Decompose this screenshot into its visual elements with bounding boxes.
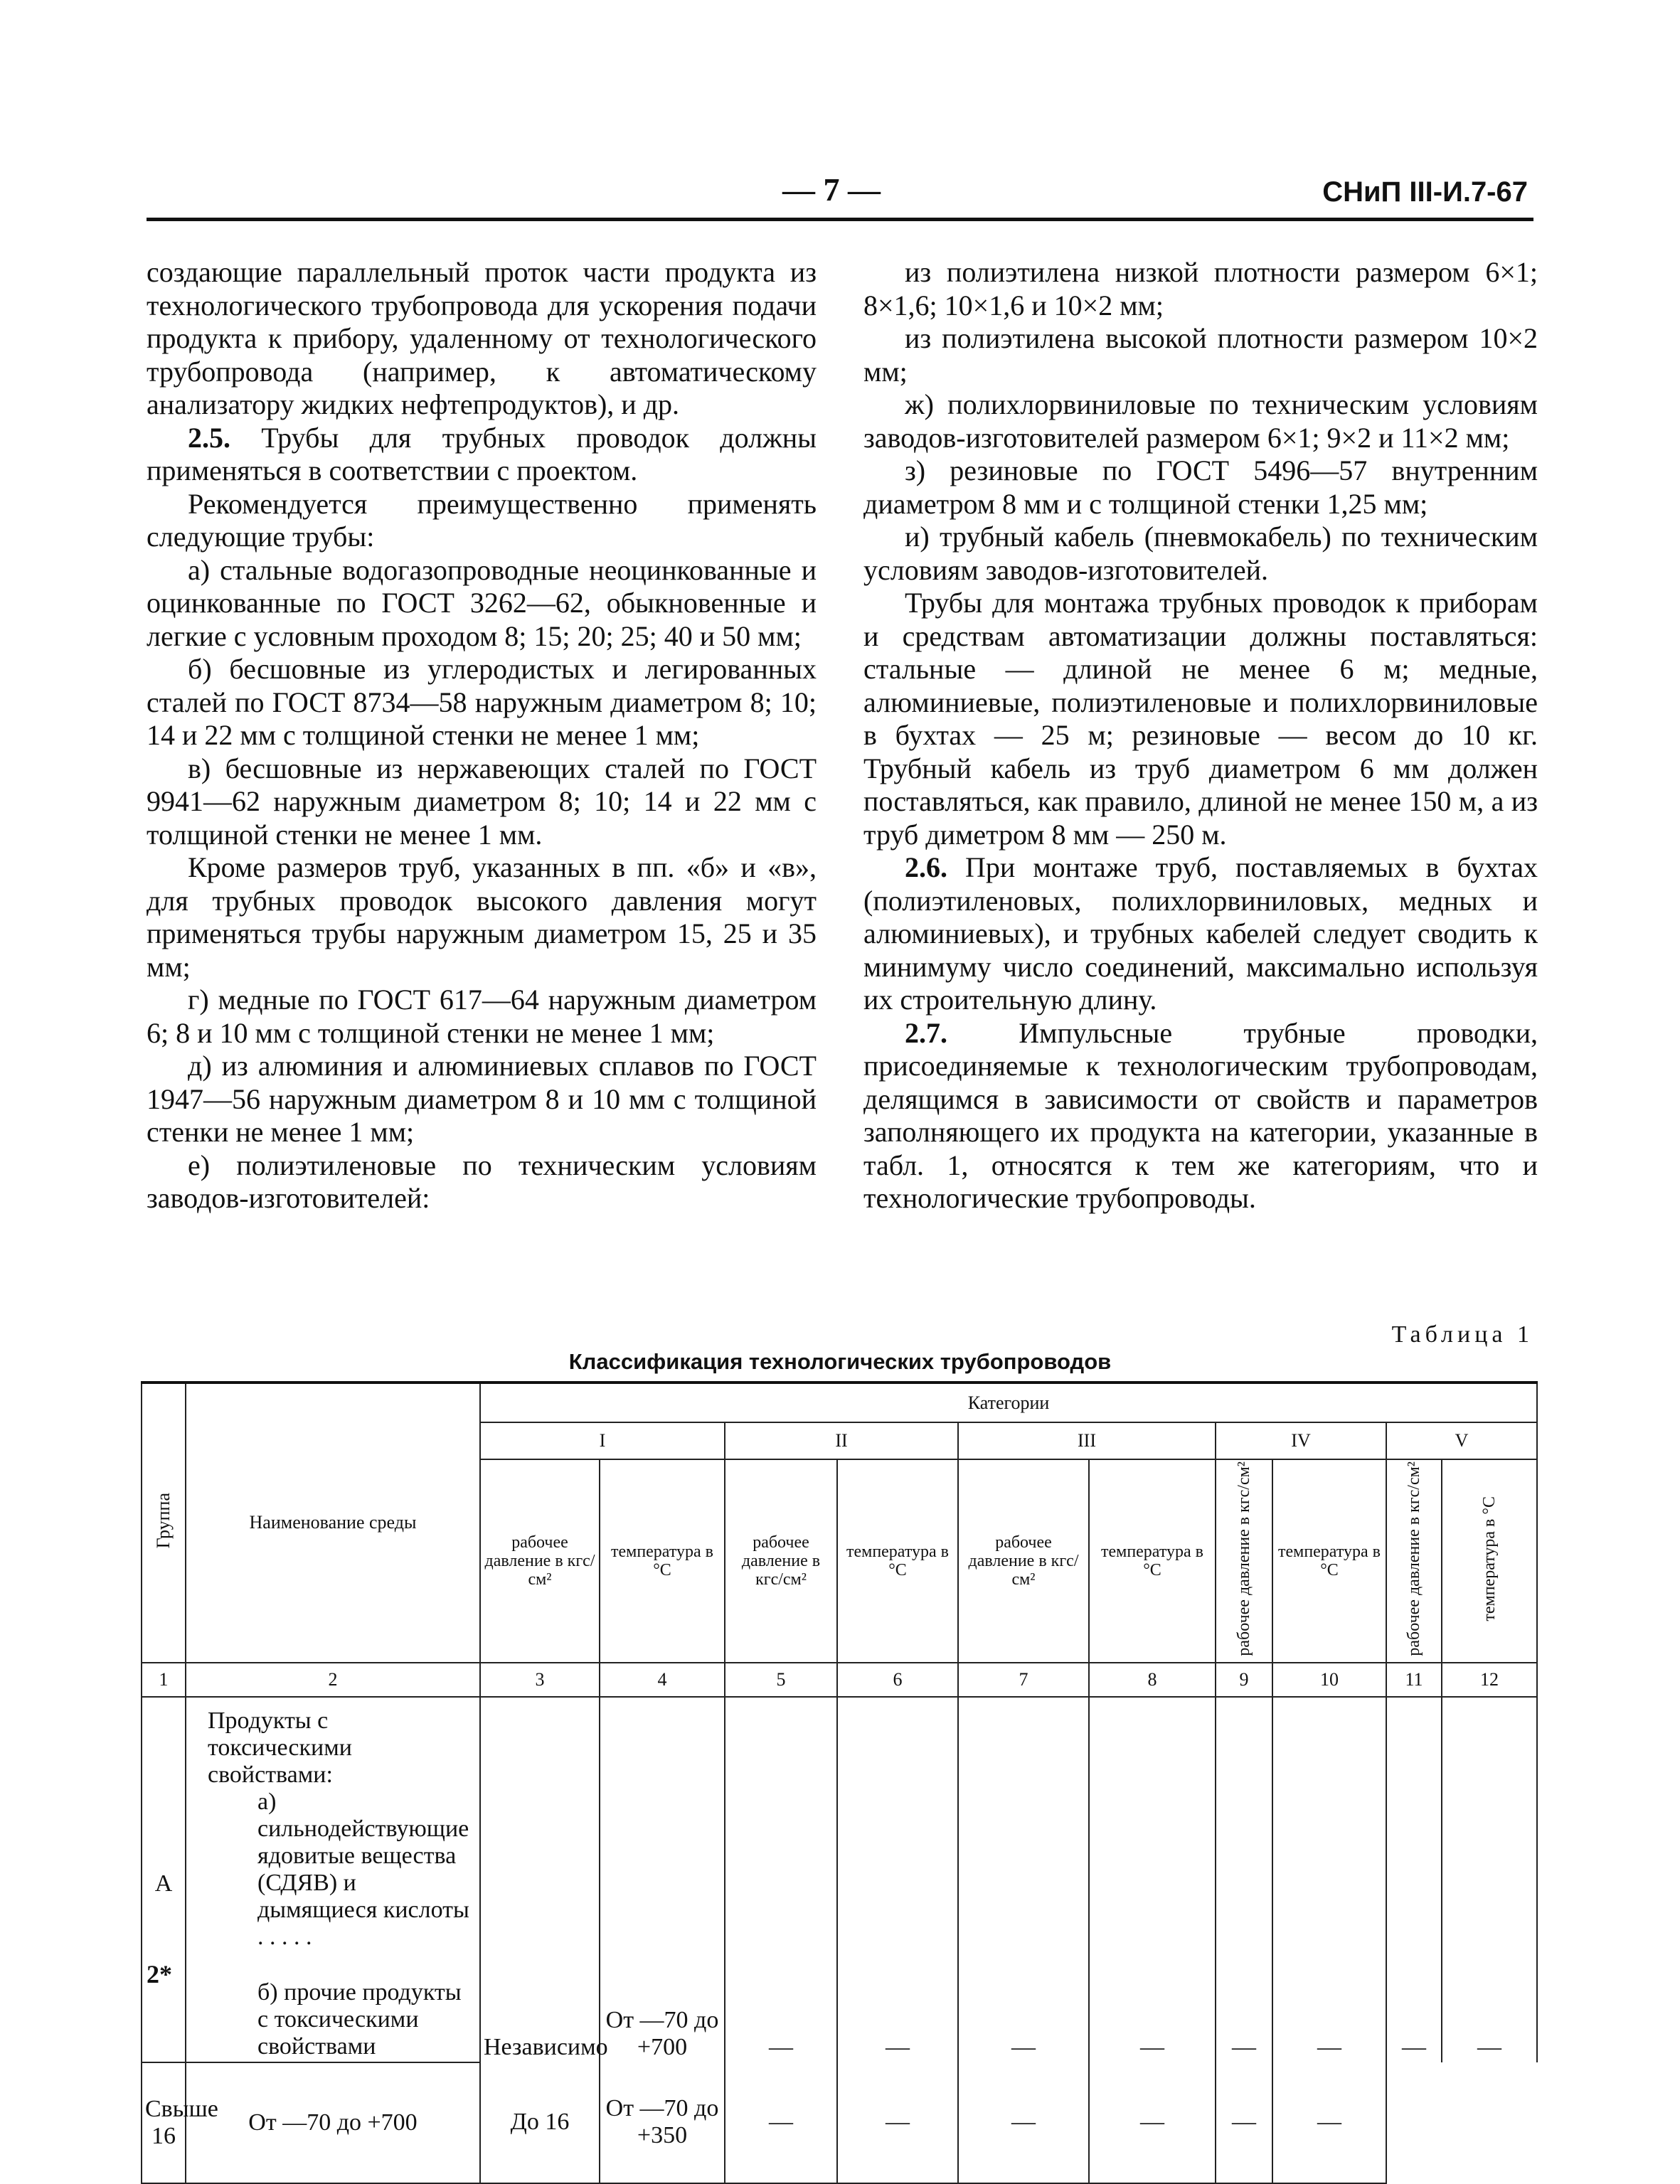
paragraph-text: Трубы для монтажа трубных проводок к приборам и средствам автоматизации должны поставляться: стальные — длиной не менее 6 м; медные, алюминиевые, полиэтиленовые и полихлорвиниловые в бухтах — 25 м; резиновые — весом до 10 кг. Трубный кабель из труб диаметром 6 мм должен поставляться, как правило, длиной не менее 150 м, а из труб диметром 8 мм — 250 м.	[863, 587, 1538, 851]
cat-3: III	[958, 1422, 1216, 1459]
column-number: 1	[142, 1663, 186, 1697]
cat-5: V	[1386, 1422, 1537, 1459]
cell-row-b: —	[725, 2062, 837, 2183]
paragraph	[147, 488, 817, 554]
column-number: 10	[1272, 1663, 1386, 1697]
paragraph	[147, 653, 817, 752]
paragraph-text: з) резиновые по ГОСТ 5496—57 внутренним диаметром 8 мм и с толщиной стенки 1,25 мм;	[863, 454, 1538, 520]
cell-row-a: От —70 до +700	[600, 1697, 725, 2062]
classification-table	[141, 1381, 1538, 2184]
cell-row-b: —	[837, 2062, 958, 2183]
paragraph-text: е) полиэтиленовые по техническим условиям заводов-изготовителей:	[147, 1149, 817, 1214]
cell-row-a: —	[1386, 1697, 1442, 2062]
cat-1: I	[480, 1422, 725, 1459]
paragraph-text: и) трубный кабель (пневмокабель) по техническим условиям заводов-изготовителей.	[863, 521, 1538, 586]
clause-number: 2.6.	[905, 851, 947, 883]
cell-row-a: —	[1272, 1697, 1386, 2062]
header-medium: Наименование среды	[186, 1383, 480, 1663]
header-rule	[147, 218, 1533, 221]
paragraph-text: ж) полихлорвиниловые по техническим условиям заводов-изготовителей размером 6×1; 9×2 и 11×2 мм;	[863, 388, 1538, 454]
paragraph	[147, 1149, 817, 1215]
column-number: 9	[1216, 1663, 1272, 1697]
h-pressure-4: рабочее давление в кгс/см²	[1216, 1459, 1272, 1663]
page-number: — 7 —	[782, 171, 881, 208]
header-group: Группа	[142, 1383, 186, 1663]
paragraph	[863, 454, 1538, 521]
cell-row-a: —	[1442, 1697, 1537, 2062]
paragraph-text: из полиэтилена высокой плотности размером 10×2 мм;	[863, 322, 1538, 388]
paragraph-text: Рекомендуется преимущественно применять следующие трубы:	[147, 487, 817, 553]
paragraph	[147, 851, 817, 984]
paragraph-text: а) стальные водогазопроводные неоцинкованные и оцинкованные по ГОСТ 3262—62, обыкновенные и легкие с условным проходом 8; 15; 20; 25; 40 и 50 мм;	[147, 553, 817, 652]
paragraph-text: создающие параллельный проток части продукта из технологического трубопровода для ускорения подачи продукта к прибору, удаленному от технологического трубопровода (например, к автоматическому анализатору жидких нефтепродуктов), и др.	[147, 256, 817, 420]
paragraph	[863, 851, 1538, 1017]
paragraph	[147, 422, 817, 488]
paragraph	[863, 1017, 1538, 1215]
h-pressure-1: рабочее давление в кгс/см²	[480, 1459, 600, 1663]
column-number: 7	[958, 1663, 1089, 1697]
clause-number: 2.5.	[188, 421, 230, 454]
paragraph	[147, 256, 817, 422]
cat-2: II	[725, 1422, 958, 1459]
cell-row-b: До 16	[480, 2062, 600, 2183]
cell-row-a: —	[725, 1697, 837, 2062]
column-number: 6	[837, 1663, 958, 1697]
cell-row-b: —	[1216, 2062, 1272, 2183]
h-temp-3: температура в °С	[1089, 1459, 1216, 1663]
table-title: Классификация технологических трубопроводов	[568, 1349, 1112, 1374]
h-temp-2: температура в °С	[837, 1459, 958, 1663]
cat-4: IV	[1216, 1422, 1386, 1459]
paragraph	[863, 388, 1538, 454]
h-temp-5: температура в °С	[1442, 1459, 1537, 1663]
group-cell: А	[142, 1697, 186, 2062]
paragraph	[147, 1050, 817, 1149]
paragraph-text: д) из алюминия и алюминиевых сплавов по ГОСТ 1947—56 наружным диаметром 8 и 10 мм с толщиной стенки не менее 1 мм;	[147, 1050, 817, 1148]
column-number: 11	[1386, 1663, 1442, 1697]
cell-row-a: Независимо	[480, 1697, 600, 2062]
column-number: 8	[1089, 1663, 1216, 1697]
cell-row-b: —	[1089, 2062, 1216, 2183]
cell-row-a: —	[1216, 1697, 1272, 2062]
paragraph	[863, 256, 1538, 322]
column-number: 2	[186, 1663, 480, 1697]
cell-row-b: От —70 до +700	[186, 2062, 480, 2183]
column-number: 3	[480, 1663, 600, 1697]
h-pressure-2: рабочее давление в кгс/см²	[725, 1459, 837, 1663]
medium-name-cell: Продукты с токсическими свойствами: а) сильнодействующие ядовитые вещества (СДЯВ) и дымящиеся кислоты . . . . . б) прочие продукты с токсическими свойствами	[186, 1697, 480, 2062]
paragraph-text: Трубы для трубных проводок должны применяться в соответствии с проектом.	[147, 421, 817, 486]
paragraph-text: в) бесшовные из нержавеющих сталей по ГОСТ 9941—62 наружным диаметром 8; 10; 14 и 22 мм с толщиной стенки не менее 1 мм.	[147, 752, 817, 851]
paragraph-text: б) бесшовные из углеродистых и легированных сталей по ГОСТ 8734—58 наружным диаметром 8; 10; 14 и 22 мм с толщиной стенки не менее 1 мм;	[147, 653, 817, 751]
document-code: СНиП III-И.7-67	[1322, 176, 1528, 208]
cell-row-b: От —70 до +350	[600, 2062, 725, 2183]
column-number: 5	[725, 1663, 837, 1697]
paragraph	[863, 521, 1538, 587]
column-number: 12	[1442, 1663, 1537, 1697]
paragraph-text: Импульсные трубные проводки, присоединяемые к технологическим трубопроводам, делящимся в зависимости от свойств и параметров заполняющего их продукта на категории, указанные в табл. 1, относятся к тем же категориям, что и технологические трубопроводы.	[863, 1016, 1538, 1214]
cell-row-b: —	[958, 2062, 1089, 2183]
paragraph-text: из полиэтилена низкой плотности размером 6×1; 8×1,6; 10×1,6 и 10×2 мм;	[863, 256, 1538, 321]
paragraph	[863, 587, 1538, 851]
left-column	[147, 256, 817, 1215]
header-categories: Категории	[480, 1383, 1537, 1422]
paragraph	[147, 984, 817, 1050]
table-label: Таблица 1	[1391, 1321, 1533, 1348]
h-pressure-5: рабочее давление в кгс/см²	[1386, 1459, 1442, 1663]
cell-row-a: —	[1089, 1697, 1216, 2062]
paragraph-text: г) медные по ГОСТ 617—64 наружным диаметром 6; 8 и 10 мм с толщиной стенки не менее 1 мм;	[147, 984, 817, 1049]
column-number: 4	[600, 1663, 725, 1697]
cell-row-b: —	[1272, 2062, 1386, 2183]
cell-row-a: —	[958, 1697, 1089, 2062]
column-numbers-row	[142, 1663, 1537, 1697]
h-temp-1: температура в °С	[600, 1459, 725, 1663]
clause-number: 2.7.	[905, 1016, 947, 1049]
cell-row-a: —	[837, 1697, 958, 2062]
cell-row-b: Свыше 16	[142, 2062, 186, 2183]
paragraph	[863, 322, 1538, 388]
paragraph-text: При монтаже труб, поставляемых в бухтах (полиэтиленовых, полихлорвиниловых, медных и алюминиевых), и трубных кабелей следует сводить к минимуму число соединений, максимально используя их строительную длину.	[863, 851, 1538, 1016]
h-temp-4: температура в °С	[1272, 1459, 1386, 1663]
signature-mark: 2*	[147, 1960, 172, 1988]
paragraph	[147, 554, 817, 654]
right-column	[863, 256, 1538, 1215]
h-pressure-3: рабочее давление в кгс/см²	[958, 1459, 1089, 1663]
paragraph-text: Кроме размеров труб, указанных в пп. «б» и «в», для трубных проводок высокого давления могут применяться трубы наружным диаметром 15, 25 и 35 мм;	[147, 851, 817, 983]
paragraph	[147, 752, 817, 852]
